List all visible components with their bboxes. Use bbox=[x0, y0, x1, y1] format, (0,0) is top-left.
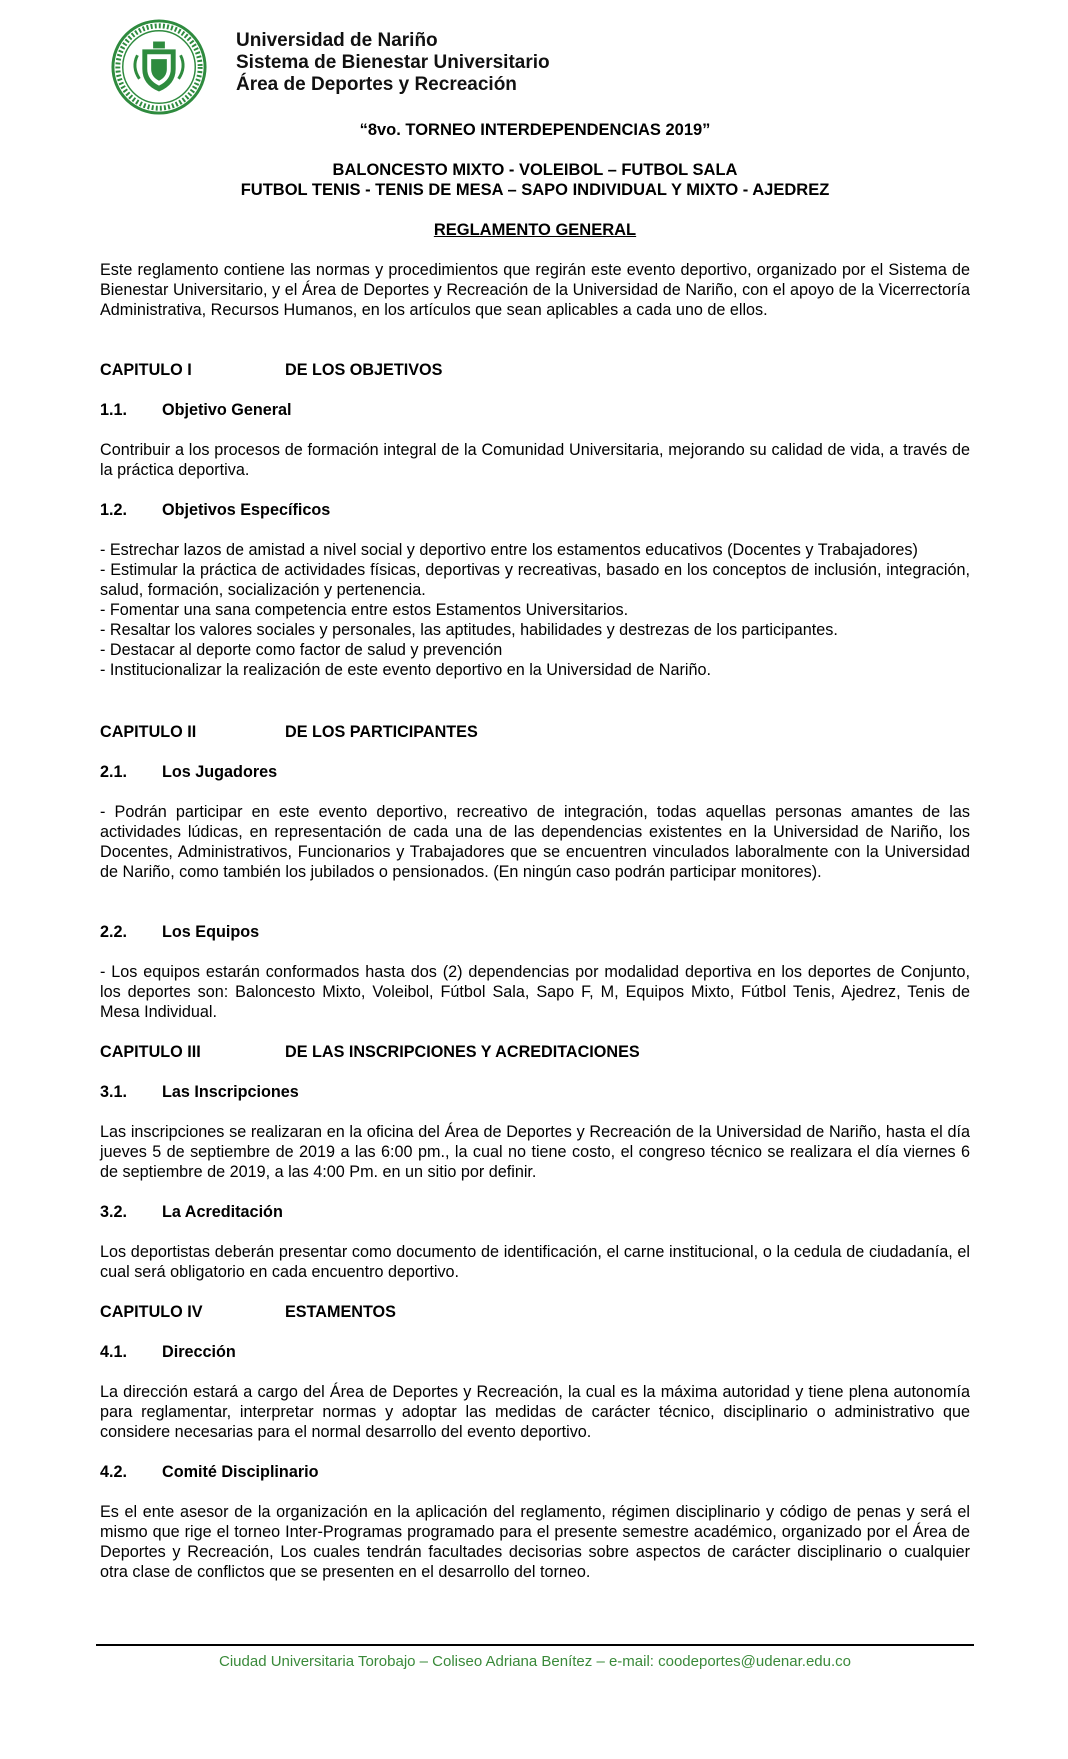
chapter-number: CAPITULO III bbox=[100, 1043, 201, 1061]
chapter-title: DE LAS INSCRIPCIONES Y ACREDITACIONES bbox=[285, 1043, 640, 1061]
section-2-1-text: - Podrán participar en este evento deportivo, recreativo de integración, todas aquellas personas amantes de las actividades lúdicas, en representación de cada una de las dependencias existentes en la Universidad de Nariño, los Docentes, Administrativos, Funcionarios y Trabajadores que se encuentren vinculados laboralmente con la Universidad de Nariño, como también los jubilados o pensionados. (En ningún caso podrán participar monitores). bbox=[100, 803, 970, 881]
section-2-1-heading bbox=[100, 762, 278, 782]
list-item: - Estrechar lazos de amistad a nivel social y deportivo entre los estamentos educativos (Docentes y Trabajadores) bbox=[100, 541, 918, 559]
chapter-title: DE LOS OBJETIVOS bbox=[285, 361, 443, 379]
section-1-1-text: Contribuir a los procesos de formación integral de la Comunidad Universitaria, mejorando su calidad de vida, a través de la práctica deportiva. bbox=[100, 441, 970, 479]
section-title: La Acreditación bbox=[162, 1203, 283, 1221]
section-4-2-heading bbox=[100, 1462, 319, 1482]
chapter-number: CAPITULO II bbox=[100, 723, 197, 741]
section-number: 2.1. bbox=[100, 763, 128, 781]
chapter-title: ESTAMENTOS bbox=[285, 1303, 396, 1321]
section-3-2-text: Los deportistas deberán presentar como documento de identificación, el carne institucional, o la cedula de ciudadanía, el cual será obligatorio en cada encuentro deportivo. bbox=[100, 1243, 970, 1281]
section-number: 3.2. bbox=[100, 1203, 128, 1221]
chapter-2-heading bbox=[100, 722, 478, 742]
intro-paragraph: Este reglamento contiene las normas y procedimientos que regirán este evento deportivo, organizado por el Sistema de Bienestar Universitario, y el Área de Deportes y Recreación de la Universidad de Nariño, con el apoyo de la Vicerrectoría Administrativa, Recursos Humanos, en los artículos que sean aplicables a cada uno de ellos. bbox=[100, 261, 970, 319]
department-name: Sistema de Bienestar Universitario bbox=[236, 52, 550, 73]
section-title: Dirección bbox=[162, 1343, 236, 1361]
tournament-title: “8vo. TORNEO INTERDEPENDENCIAS 2019” bbox=[359, 121, 711, 139]
section-2-2-heading bbox=[100, 922, 260, 942]
section-1-2-heading bbox=[100, 500, 331, 520]
list-item: - Fomentar una sana competencia entre estos Estamentos Universitarios. bbox=[100, 601, 629, 619]
chapter-title: DE LOS PARTICIPANTES bbox=[285, 723, 478, 741]
section-title: Las Inscripciones bbox=[162, 1083, 299, 1101]
section-title: Objetivos Específicos bbox=[162, 501, 331, 519]
footer-divider bbox=[96, 1644, 974, 1646]
sports-line-1: BALONCESTO MIXTO - VOLEIBOL – FUTBOL SALA bbox=[332, 161, 738, 179]
section-1-1-heading bbox=[100, 400, 292, 420]
section-title: Objetivo General bbox=[162, 401, 292, 419]
university-seal-icon bbox=[110, 18, 208, 116]
section-3-1-text: Las inscripciones se realizaran en la oficina del Área de Deportes y Recreación de la Universidad de Nariño, hasta el día jueves 5 de septiembre de 2019 a las 6:00 pm., la cual no tiene costo, el congreso técnico se realizara el día viernes 6 de septiembre de 2019, a las 4:00 Pm. en un sitio por definir. bbox=[100, 1123, 970, 1181]
chapter-number: CAPITULO IV bbox=[100, 1303, 203, 1321]
chapter-number: CAPITULO I bbox=[100, 361, 192, 379]
list-item: - Destacar al deporte como factor de salud y prevención bbox=[100, 641, 503, 659]
section-2-2-text: - Los equipos estarán conformados hasta dos (2) dependencias por modalidad deportiva en los deportes de Conjunto, los deportes son: Baloncesto Mixto, Voleibol, Fútbol Sala, Sapo F, M, Equipos Mixto, Fútbol Tenis, Ajedrez, Tenis de Mesa Individual. bbox=[100, 963, 970, 1021]
footer-contact: Ciudad Universitaria Torobajo – Coliseo Adriana Benítez – e-mail: coodeportes@udenar.edu.co bbox=[219, 1653, 851, 1670]
institution-block bbox=[236, 30, 736, 96]
section-number: 4.1. bbox=[100, 1343, 128, 1361]
sports-line-2: FUTBOL TENIS - TENIS DE MESA – SAPO INDIVIDUAL Y MIXTO - AJEDREZ bbox=[240, 181, 830, 199]
section-number: 4.2. bbox=[100, 1463, 128, 1481]
section-number: 2.2. bbox=[100, 923, 128, 941]
section-4-2-text: Es el ente asesor de la organización en la aplicación del reglamento, régimen disciplinario y código de penas y será el mismo que rige el torneo Inter-Programas programado para el presente semestre académico, organizado por el Área de Deportes y Recreación, Los cuales tendrán facultades decisorias sobre aspectos de carácter disciplinario o cualquier otra clase de conflictos que se presenten en el desarrollo del torneo. bbox=[100, 1503, 970, 1581]
section-title: Comité Disciplinario bbox=[162, 1463, 319, 1481]
list-item: - Institucionalizar la realización de este evento deportivo en la Universidad de Nariño. bbox=[100, 661, 711, 679]
area-name: Área de Deportes y Recreación bbox=[236, 74, 517, 95]
section-title: Los Jugadores bbox=[162, 763, 278, 781]
section-title: Los Equipos bbox=[162, 923, 260, 941]
section-number: 3.1. bbox=[100, 1083, 128, 1101]
section-4-1-text: La dirección estará a cargo del Área de Deportes y Recreación, la cual es la máxima autoridad y tiene plena autonomía para reglamentar, interpretar normas y adoptar las medidas de carácter técnico, disciplinario o administrativo que considere necesarias para el normal desarrollo del evento deportivo. bbox=[100, 1383, 970, 1441]
objectives-list bbox=[100, 540, 970, 680]
regulation-heading: REGLAMENTO GENERAL bbox=[433, 221, 637, 239]
section-4-1-heading bbox=[100, 1342, 236, 1362]
list-item: - Estimular la práctica de actividades físicas, deportivas y recreativas, basado en los conceptos de inclusión, integración, salud, formación, socialización y pertenencia. bbox=[100, 561, 970, 599]
section-3-2-heading bbox=[100, 1202, 283, 1222]
chapter-3-heading bbox=[100, 1042, 640, 1062]
section-number: 1.2. bbox=[100, 501, 128, 519]
section-3-1-heading bbox=[100, 1082, 299, 1102]
institution-name: Universidad de Nariño bbox=[236, 30, 438, 51]
list-item: - Resaltar los valores sociales y personales, las aptitudes, habilidades y destrezas de los participantes. bbox=[100, 621, 838, 639]
section-number: 1.1. bbox=[100, 401, 128, 419]
chapter-4-heading bbox=[100, 1302, 396, 1322]
chapter-1-heading bbox=[100, 360, 443, 380]
